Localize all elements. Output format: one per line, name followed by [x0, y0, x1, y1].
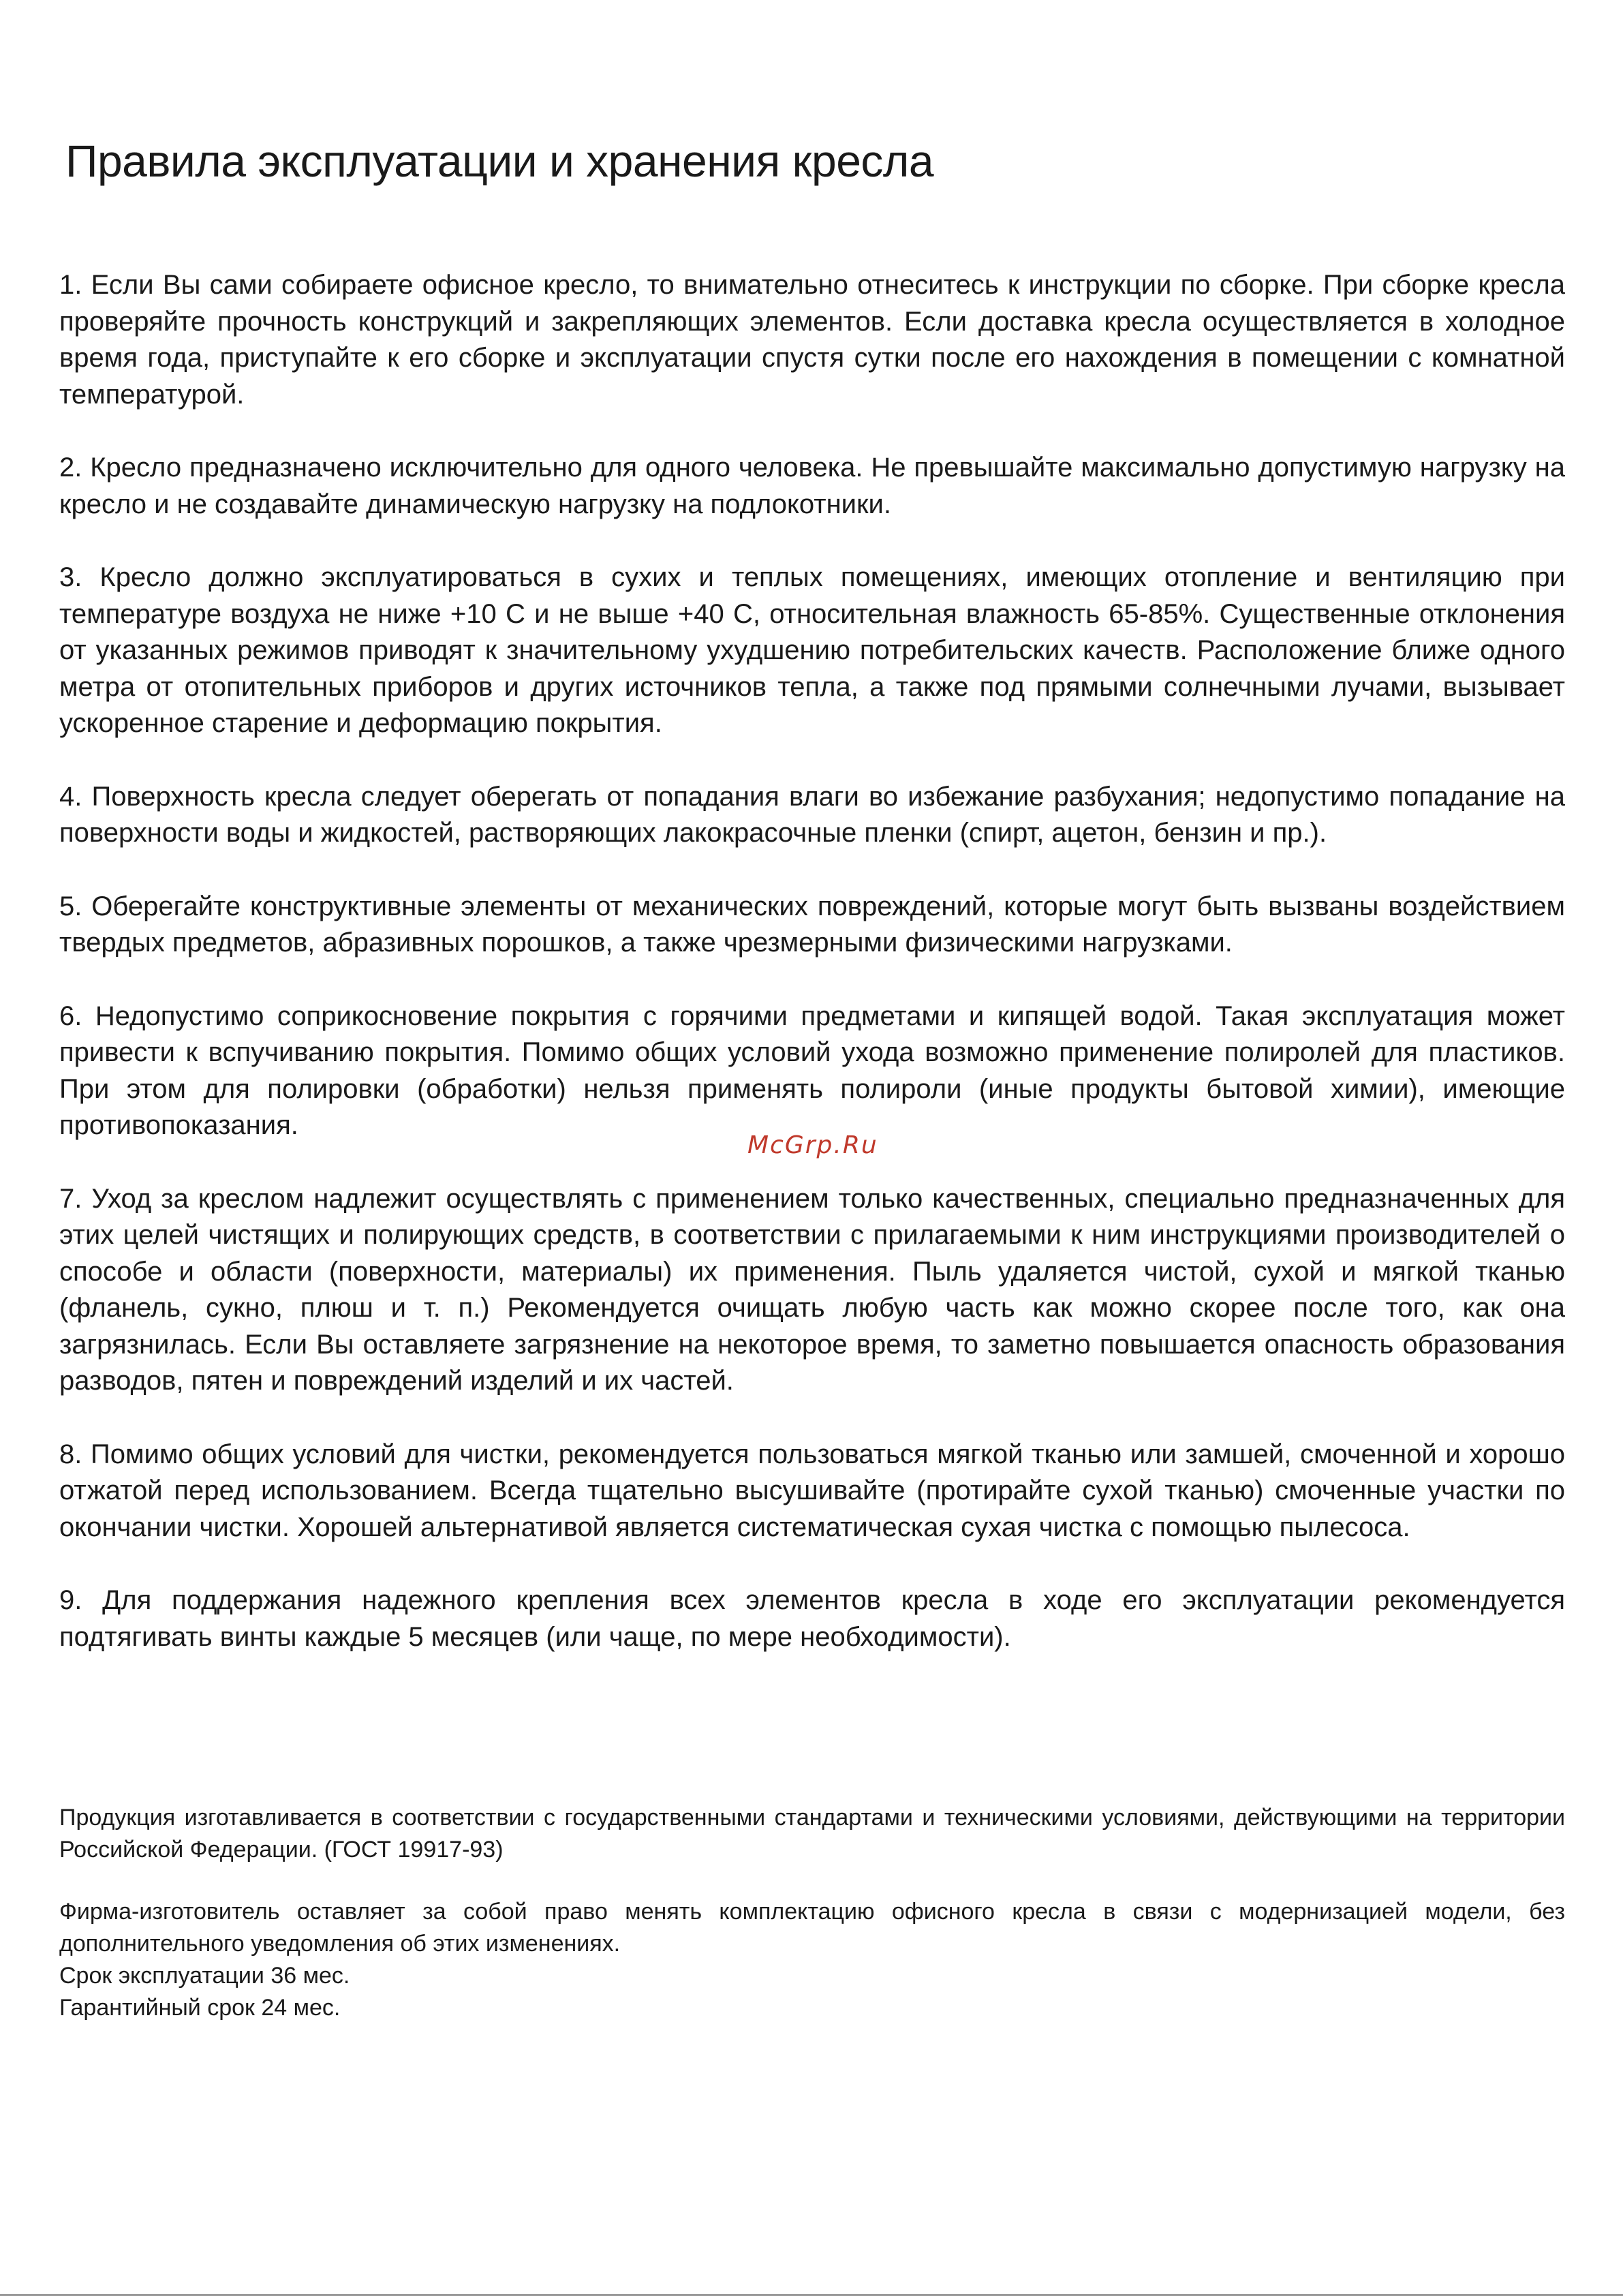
rule-5: 5. Оберегайте конструктивные элементы от механических повреждений, которые могут быть вызваны воздействием твердых предметов, абразивных порошков, а также чрезмерными физическими нагрузками.	[59, 891, 1565, 958]
warranty-note: Гарантийный срок 24 мес.	[59, 1995, 341, 2021]
service-life-note: Срок эксплуатации 36 мес.	[59, 1963, 350, 1989]
page-title: Правила эксплуатации и хранения кресла	[65, 136, 934, 186]
rule-2: 2. Кресло предназначено исключительно для одного человека. Не превышайте максимально допустимую нагрузку на кресло и не создавайте динамическую нагрузку на подлокотники.	[59, 453, 1565, 519]
watermark: McGrp.Ru	[747, 1131, 878, 1159]
rule-4: 4. Поверхность кресла следует оберегать от попадания влаги во избежание разбухания; недопустимо попадание на поверхности воды и жидкостей, растворяющих лакокрасочные пленки (спирт, ацетон, бензин и пр.).	[59, 781, 1565, 848]
standards-note: Продукция изготавливается в соответствии с государственными стандартами и техническими условиями, действующими на территории Российской Федерации. (ГОСТ 19917-93)	[59, 1805, 1565, 1863]
manufacturer-note: Фирма-изготовитель оставляет за собой право менять комплектацию офисного кресла в связи с модернизацией модели, без дополнительного уведомления об этих изменениях.	[59, 1899, 1565, 1957]
rule-7: 7. Уход за креслом надлежит осуществлять с применением только качественных, специально предназначенных для этих целей чистящих и полирующих средств, в соответствии с прилагаемыми к ним инструкциями производителей о способе и области (поверхности, материалы) их применения. Пыль удаляется чистой, сухой и мягкой тканью (фланель, сукно, плюш и т. п.) Рекомендуется очищать любую часть как можно скорее после того, как она загрязнилась. Если Вы оставляете загрязнение на некоторое время, то заметно повышается опасность образования разводов, пятен и повреждений изделий и их частей.	[59, 1183, 1565, 1396]
rules-list	[59, 267, 1565, 1692]
rule-9: 9. Для поддержания надежного крепления всех элементов кресла в ходе его эксплуатации рекомендуется подтягивать винты каждые 5 месяцев (или чаще, по мере необходимости).	[59, 1585, 1565, 1652]
rule-1: 1. Если Вы сами собираете офисное кресло, то внимательно отнеситесь к инструкции по сборке. При сборке кресла проверяйте прочность конструкций и закрепляющих элементов. Если доставка кресла осуществляется в холодное время года, приступайте к его сборке и эксплуатации спустя сутки после его нахождения в помещении с комнатной температурой.	[59, 270, 1565, 410]
notes-section	[59, 1802, 1565, 2024]
rule-8: 8. Помимо общих условий для чистки, рекомендуется пользоваться мягкой тканью или замшей, смоченной и хорошо отжатой перед использованием. Всегда тщательно высушивайте (протирайте сухой тканью) смоченные участки по окончании чистки. Хорошей альтернативой является систематическая сухая чистка с помощью пылесоса.	[59, 1439, 1565, 1542]
rule-6: 6. Недопустимо соприкосновение покрытия с горячими предметами и кипящей водой. Такая эксплуатация может привести к вспучиванию покрытия. Помимо общих условий ухода возможно применение полиролей для пластиков. При этом для полировки (обработки) нельзя применять полироли (иные продукты бытовой химии), имеющие противопоказания.	[59, 1000, 1565, 1140]
rule-3: 3. Кресло должно эксплуатироваться в сухих и теплых помещениях, имеющих отопление и вентиляцию при температуре воздуха не ниже +10 С и не выше +40 С, относительная влажность 65-85%. Существенные отклонения от указанных режимов приводят к значительному ухудшению потребительских качеств. Расположение ближе одного метра от отопительных приборов и других источников тепла, а также под прямыми солнечными лучами, вызывает ускоренное старение и деформацию покрытия.	[59, 562, 1565, 738]
